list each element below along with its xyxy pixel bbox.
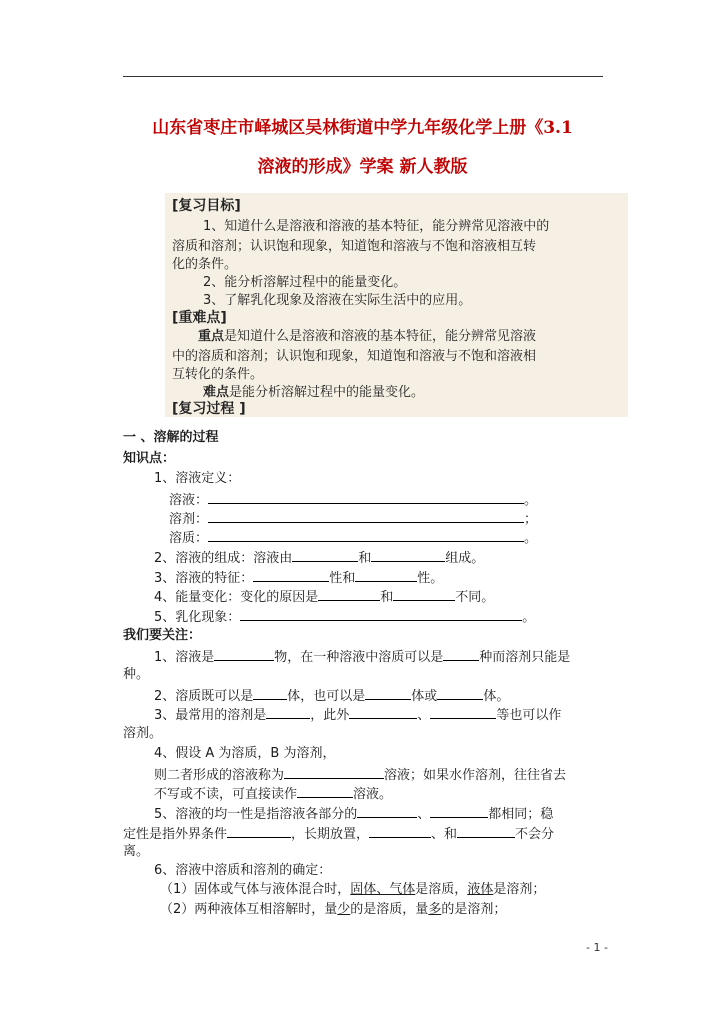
blank-a3-3[interactable] bbox=[430, 705, 496, 719]
goal-1b: 溶质和溶剂；认识饱和现象，知道饱和溶液与不饱和溶液相互转 bbox=[172, 239, 537, 254]
section-heading: 一 、溶解的过程 bbox=[123, 430, 219, 445]
attention-label: 我们要关注： bbox=[123, 628, 202, 643]
key-line-c: 互转化的条件。 bbox=[172, 367, 264, 382]
k3-line bbox=[154, 568, 443, 588]
a4-text-e: 溶液。 bbox=[353, 787, 393, 802]
blank-solution[interactable] bbox=[208, 490, 524, 504]
a5-text-a: 5、溶液的均一性是指溶液各部分的 bbox=[154, 807, 358, 822]
key-heading: [重难点] bbox=[172, 310, 227, 326]
a3-text-b: ，此外 bbox=[310, 708, 350, 723]
a6-1-text-a: （1）固体或气体与液体混合时， bbox=[160, 882, 351, 897]
a3-line bbox=[154, 705, 561, 725]
blank-a4-1[interactable] bbox=[284, 765, 384, 779]
k1-solvent-row bbox=[169, 509, 537, 529]
a2-text-c: 体或 bbox=[411, 689, 438, 704]
a6-1-solid-gas: 固体、气体 bbox=[350, 882, 416, 897]
k2-text-c: 组成。 bbox=[445, 551, 485, 566]
a5-text-d: 定性是指外界条件 bbox=[123, 827, 228, 842]
period-mark: 。 bbox=[524, 531, 538, 546]
a5-line-cont: 离。 bbox=[123, 844, 150, 859]
header-rule bbox=[123, 76, 603, 77]
blank-k3-2[interactable] bbox=[355, 568, 417, 582]
a5-text-b: 、 bbox=[417, 807, 431, 822]
k1-solvent-label: 溶剂： bbox=[169, 512, 209, 527]
document-title-line2: 溶液的形成》学案 新人教版 bbox=[257, 157, 468, 177]
blank-a3-1[interactable] bbox=[266, 705, 310, 719]
k5-line bbox=[154, 607, 535, 627]
blank-k4-1[interactable] bbox=[318, 587, 380, 601]
goal-3: 3、了解乳化现象及溶液在实际生活中的应用。 bbox=[203, 293, 472, 308]
a6-rule-2 bbox=[160, 901, 506, 919]
blank-k5[interactable] bbox=[240, 607, 522, 621]
a6-2-text-c: 的是溶质，量 bbox=[350, 902, 429, 917]
a6-2-less: 少 bbox=[337, 902, 351, 917]
a1-text-b: 物，在一种溶液中溶质可以是 bbox=[274, 650, 444, 665]
blank-a3-2[interactable] bbox=[349, 705, 417, 719]
k1-solution-row bbox=[169, 490, 537, 510]
a6-1-text-e: 是溶剂； bbox=[493, 882, 546, 897]
a6-2-more: 多 bbox=[428, 902, 442, 917]
a6-line: 6、溶液中溶质和溶剂的确定： bbox=[154, 863, 332, 878]
blank-a2-1[interactable] bbox=[253, 686, 287, 700]
k2-text-b: 和 bbox=[358, 551, 372, 566]
a1-line-cont: 种。 bbox=[123, 667, 150, 682]
knowledge-label: 知识点： bbox=[123, 451, 176, 466]
a4-line: 4、假设 A 为溶质，B 为溶剂， bbox=[154, 746, 336, 761]
goals-heading: [复习目标] bbox=[172, 198, 241, 214]
blank-solute[interactable] bbox=[208, 528, 524, 542]
page-number: - 1 - bbox=[586, 941, 608, 954]
goal-2: 2、能分析溶解过程中的能量变化。 bbox=[203, 275, 407, 290]
a3-text-c: 、 bbox=[417, 708, 431, 723]
difficulty-text: 是能分析溶解过程中的能量变化。 bbox=[229, 385, 425, 400]
blank-a2-2[interactable] bbox=[365, 686, 411, 700]
goal-1c: 化的条件。 bbox=[172, 257, 238, 272]
k2-text-a: 2、溶液的组成：溶液由 bbox=[154, 551, 293, 566]
a5-text-f: 、和 bbox=[431, 827, 458, 842]
blank-a5-3[interactable] bbox=[227, 824, 291, 838]
k1-solution-label: 溶液： bbox=[169, 493, 209, 508]
a3-text-a: 3、最常用的溶剂是 bbox=[154, 708, 267, 723]
k3-text-b: 性和 bbox=[329, 571, 356, 586]
k5-text-a: 5、乳化现象： bbox=[154, 610, 241, 625]
k4-line bbox=[154, 587, 494, 607]
blank-k4-2[interactable] bbox=[393, 587, 455, 601]
a4-text-b: 则二者形成的溶液称为 bbox=[154, 768, 285, 783]
period-mark: 。 bbox=[524, 493, 538, 508]
k1-definition: 1、溶液定义： bbox=[154, 471, 241, 486]
k3-text-a: 3、溶液的特征： bbox=[154, 571, 254, 586]
a5-text-e: ，长期放置， bbox=[291, 827, 370, 842]
blank-a1-2[interactable] bbox=[443, 647, 479, 661]
key-label: 重点 bbox=[198, 329, 225, 344]
a3-line-cont: 溶剂。 bbox=[123, 726, 163, 741]
blank-k3-1[interactable] bbox=[253, 568, 329, 582]
blank-k2-1[interactable] bbox=[292, 548, 358, 562]
blank-a5-4[interactable] bbox=[369, 824, 431, 838]
a6-1-liquid: 液体 bbox=[467, 882, 494, 897]
blank-k2-2[interactable] bbox=[371, 548, 445, 562]
a2-line bbox=[154, 686, 509, 706]
k3-text-c: 性。 bbox=[417, 571, 444, 586]
blank-a4-2[interactable] bbox=[297, 784, 353, 798]
a1-text-a: 1、溶液是 bbox=[154, 650, 215, 665]
k2-line bbox=[154, 548, 484, 568]
a5-text-g: 不会分 bbox=[515, 827, 555, 842]
blank-a5-5[interactable] bbox=[457, 824, 515, 838]
a5-text-c: 都相同；稳 bbox=[488, 807, 554, 822]
key-line-a bbox=[198, 328, 536, 346]
a2-text-a: 2、溶质既可以是 bbox=[154, 689, 254, 704]
k4-text-c: 不同。 bbox=[455, 590, 495, 605]
a5-line-b bbox=[123, 824, 554, 844]
k4-text-a: 4、能量变化：变化的原因是 bbox=[154, 590, 319, 605]
k1-solute-row bbox=[169, 528, 537, 548]
a4-text-c: 溶液；如果水作溶剂，往往省去 bbox=[384, 768, 567, 783]
a5-line bbox=[154, 804, 553, 824]
blank-a2-3[interactable] bbox=[437, 686, 483, 700]
document-title-line1: 山东省枣庄市峄城区吴林街道中学九年级化学上册《3.1 bbox=[152, 118, 573, 138]
k1-solute-label: 溶质： bbox=[169, 531, 209, 546]
a2-text-b: 体，也可以是 bbox=[287, 689, 366, 704]
blank-a5-1[interactable] bbox=[357, 804, 417, 818]
goal-1a: 1、知道什么是溶液和溶液的基本特征，能分辨常见溶液中的 bbox=[203, 219, 550, 234]
blank-solvent[interactable] bbox=[208, 509, 524, 523]
a1-line bbox=[154, 647, 570, 667]
period-mark: 。 bbox=[522, 610, 536, 625]
a4-text-d: 不写或不读，可直接读作 bbox=[154, 787, 298, 802]
key-text-a: 是知道什么是溶液和溶液的基本特征，能分辨常见溶液 bbox=[224, 329, 537, 344]
k4-text-b: 和 bbox=[380, 590, 394, 605]
a6-2-text-a: （2）两种液体互相溶解时，量 bbox=[160, 902, 338, 917]
a3-text-d: 等也可以作 bbox=[496, 708, 562, 723]
a6-2-text-e: 的是溶剂； bbox=[441, 902, 507, 917]
blank-a5-2[interactable] bbox=[430, 804, 488, 818]
process-heading: [复习过程 ] bbox=[172, 401, 246, 417]
semicolon-mark: ； bbox=[524, 512, 538, 527]
a6-rule-1 bbox=[160, 881, 545, 899]
a2-text-d: 体。 bbox=[483, 689, 510, 704]
difficulty-label: 难点 bbox=[203, 385, 230, 400]
a1-text-c: 种而溶剂只能是 bbox=[479, 650, 571, 665]
a4-line-b bbox=[154, 765, 566, 785]
a4-line-c bbox=[154, 784, 392, 804]
blank-a1-1[interactable] bbox=[214, 647, 274, 661]
a6-1-text-c: 是溶质， bbox=[415, 882, 468, 897]
key-line-b: 中的溶质和溶剂；认识饱和现象，知道饱和溶液与不饱和溶液相 bbox=[172, 349, 537, 364]
